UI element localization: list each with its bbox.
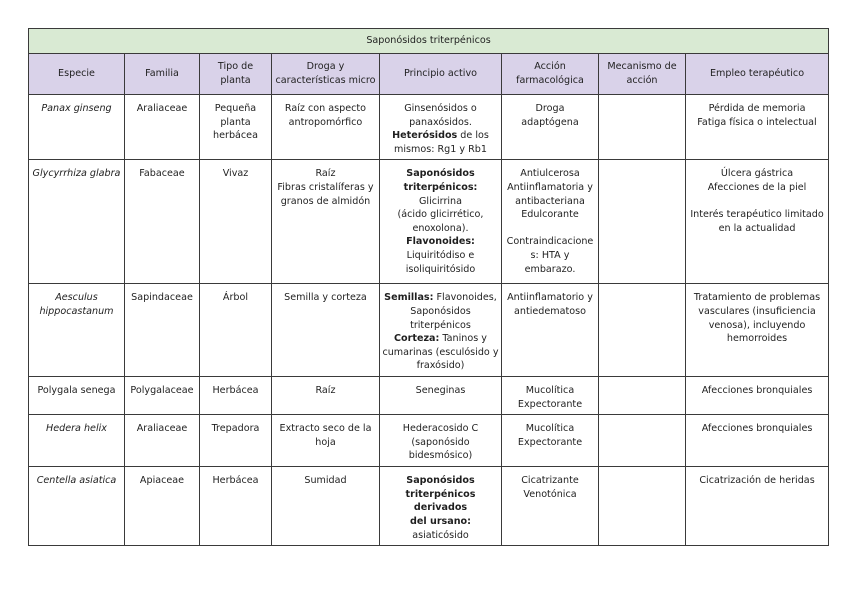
cell-line: [382, 474, 499, 488]
cell-line: Contraindicacione: [506, 236, 594, 248]
header-especie: Especie: [29, 54, 125, 95]
header-droga-line: Droga y: [306, 61, 345, 73]
bold-term: triterpénicos derivados: [405, 488, 476, 514]
cell-line: venosa), incluyendo: [708, 319, 806, 331]
cell-especie: Hedera helix: [29, 415, 125, 467]
table-row: [29, 376, 829, 414]
cell-line: Expectorante: [517, 436, 583, 448]
cell-line: Venotónica: [523, 488, 577, 500]
cell-line: Semilla y corteza: [284, 292, 367, 304]
cell-line: [382, 515, 499, 542]
cell-text: asiaticósido: [412, 529, 469, 541]
cell-line: adaptógena: [521, 116, 579, 128]
header-accion-line: farmacológica: [516, 75, 584, 86]
cell-droga: [272, 160, 380, 284]
header-tipo: [200, 54, 272, 95]
cell-droga: [272, 95, 380, 160]
cell-line: vasculares (insuficiencia: [698, 305, 816, 317]
cell-line: (saponósido: [411, 436, 470, 448]
cell-line: antropomórfico: [288, 116, 363, 128]
cell-line: [382, 235, 499, 249]
cell-line: [382, 129, 499, 143]
cell-line: Afecciones de la piel: [707, 181, 807, 193]
cell-line: Raíz con aspecto: [284, 103, 367, 114]
cell-empleo: [686, 284, 829, 377]
cell-especie: Centella asiatica: [29, 467, 125, 546]
saponosidos-table: [28, 28, 829, 546]
cell-droga: [272, 467, 380, 546]
header-tipo-line: planta: [220, 75, 251, 86]
cell-line: Antiinflamatoria y: [507, 181, 593, 193]
cell-line: granos de almidón: [280, 195, 371, 207]
cell-line: enoxolona).: [412, 222, 469, 234]
cell-tipo: [200, 160, 272, 284]
cell-line: Antiinflamatorio y: [507, 292, 593, 304]
cell-line: s: HTA y: [530, 249, 570, 261]
bold-term: Flavonoides:: [406, 236, 475, 248]
cell-line: cumarinas (esculósido y: [382, 346, 499, 358]
header-accion-line: Acción: [534, 61, 566, 73]
cell-tipo: [200, 95, 272, 160]
cell-tipo: [200, 376, 272, 414]
spacer: [504, 222, 596, 236]
cell-droga: [272, 376, 380, 414]
cell-accion: [502, 467, 599, 546]
cell-principio: [380, 160, 502, 284]
cell-line: Vivaz: [222, 168, 249, 180]
cell-especie: Glycyrrhiza glabra: [29, 160, 125, 284]
cell-accion: [502, 415, 599, 467]
spacer: [688, 195, 826, 209]
cell-familia: Polygalaceae: [125, 376, 200, 414]
cell-line: Liquiritódiso e: [406, 249, 475, 261]
cell-line: Afecciones bronquiales: [701, 384, 813, 396]
cell-line: Saponósidos: [410, 305, 471, 317]
cell-line: Herbácea: [212, 384, 259, 396]
cell-principio: [380, 415, 502, 467]
cell-accion: [502, 376, 599, 414]
header-accion: [502, 54, 599, 95]
cell-line: Pérdida de memoria: [708, 103, 806, 114]
bold-term: triterpénicos:: [403, 181, 478, 193]
cell-line: fraxósido): [416, 360, 465, 372]
cell-empleo: [686, 415, 829, 467]
cell-accion: [502, 160, 599, 284]
cell-text: de los: [457, 130, 489, 142]
cell-especie: [29, 284, 125, 377]
cell-principio: [380, 376, 502, 414]
table-row: [29, 284, 829, 377]
cell-familia: Araliaceae: [125, 415, 200, 467]
header-droga: [272, 54, 380, 95]
bold-term: del ursano:: [409, 515, 471, 527]
cell-especie: Polygala senega: [29, 376, 125, 414]
table-row: [29, 160, 829, 284]
table-row: [29, 95, 829, 160]
header-mecanismo-line: acción: [626, 75, 658, 86]
cell-mecanismo: [599, 415, 686, 467]
cell-mecanismo: [599, 95, 686, 160]
cell-line: Trepadora: [211, 423, 260, 435]
cell-line: Cicatrizante: [521, 475, 579, 487]
header-mecanismo-line: Mecanismo de: [607, 61, 677, 73]
bold-term: Saponósidos: [406, 475, 475, 487]
cell-line: Sumidad: [304, 475, 347, 487]
cell-empleo: [686, 160, 829, 284]
cell-line: Extracto seco de la: [279, 423, 372, 435]
cell-line: [382, 488, 499, 515]
cell-line: Aesculus: [55, 292, 98, 304]
cell-line: Hederacosido C: [402, 423, 479, 435]
cell-line: hemorroides: [726, 333, 788, 345]
header-empleo: Empleo terapéutico: [686, 54, 829, 95]
cell-empleo: [686, 376, 829, 414]
table-title: Saponósidos triterpénicos: [29, 29, 829, 54]
cell-line: herbácea: [213, 130, 258, 142]
bold-term: Semillas:: [384, 292, 434, 304]
cell-line: Mucolítica: [525, 384, 575, 396]
table-row: [29, 467, 829, 546]
cell-text: Flavonoides,: [433, 292, 497, 304]
cell-especie: Panax ginseng: [29, 95, 125, 160]
cell-familia: Sapindaceae: [125, 284, 200, 377]
header-mecanismo: [599, 54, 686, 95]
cell-accion: [502, 284, 599, 377]
cell-line: hippocastanum: [39, 305, 114, 317]
cell-empleo: [686, 467, 829, 546]
cell-line: Cicatrización de heridas: [699, 475, 815, 487]
cell-familia: Fabaceae: [125, 160, 200, 284]
cell-principio: [380, 284, 502, 377]
cell-tipo: [200, 467, 272, 546]
cell-line: Pequeña: [214, 103, 257, 114]
cell-line: mismos: Rg1 y Rb1: [393, 143, 487, 155]
cell-droga: [272, 284, 380, 377]
cell-line: [382, 167, 499, 181]
cell-accion: [502, 95, 599, 160]
header-droga-line: características micro: [275, 75, 376, 86]
header-row: [29, 54, 829, 95]
cell-line: isoliquiritósido: [405, 263, 476, 275]
cell-line: Úlcera gástrica: [720, 168, 794, 180]
cell-line: planta: [220, 116, 251, 128]
cell-line: Herbácea: [212, 475, 259, 487]
bold-term: Saponósidos: [406, 168, 475, 180]
cell-line: Fatiga física o intelectual: [697, 116, 817, 128]
header-familia: Familia: [125, 54, 200, 95]
bold-term: Heterósidos: [392, 130, 458, 142]
cell-line: bidesmósico): [408, 450, 473, 462]
cell-line: Raíz: [315, 168, 336, 180]
cell-line: Edulcorante: [521, 209, 579, 221]
cell-mecanismo: [599, 284, 686, 377]
cell-empleo: [686, 95, 829, 160]
cell-line: antibacteriana: [515, 195, 585, 207]
cell-line: (ácido glicirrético,: [397, 209, 484, 221]
cell-text: Taninos y: [439, 333, 487, 345]
cell-line: [382, 291, 499, 305]
cell-line: Droga: [535, 103, 565, 114]
cell-line: Tratamiento de problemas: [693, 292, 821, 304]
cell-mecanismo: [599, 467, 686, 546]
cell-principio: [380, 95, 502, 160]
cell-text: Glicirrina: [418, 195, 463, 207]
cell-line: antiedematoso: [513, 305, 586, 317]
cell-droga: [272, 415, 380, 467]
table-row: [29, 415, 829, 467]
bold-term: Corteza:: [394, 333, 440, 345]
cell-familia: Araliaceae: [125, 95, 200, 160]
cell-line: panaxósidos.: [409, 116, 472, 128]
cell-line: Interés terapéutico limitado: [690, 209, 824, 221]
cell-line: triterpénicos: [410, 319, 471, 331]
cell-line: hoja: [315, 436, 336, 448]
cell-mecanismo: [599, 160, 686, 284]
cell-tipo: [200, 415, 272, 467]
header-tipo-line: Tipo de: [217, 61, 254, 73]
cell-tipo: [200, 284, 272, 377]
cell-familia: Apiaceae: [125, 467, 200, 546]
cell-line: Afecciones bronquiales: [701, 423, 813, 435]
cell-principio: [380, 467, 502, 546]
cell-line: Mucolítica: [525, 423, 575, 435]
cell-line: embarazo.: [524, 263, 576, 275]
cell-line: [382, 332, 499, 346]
cell-line: Raíz: [315, 384, 336, 396]
header-principio: Principio activo: [380, 54, 502, 95]
cell-line: Antiulcerosa: [520, 168, 580, 180]
cell-line: Expectorante: [517, 398, 583, 410]
cell-line: [382, 181, 499, 208]
cell-line: Árbol: [222, 292, 249, 304]
cell-line: Fibras cristalíferas y: [277, 181, 374, 193]
cell-mecanismo: [599, 376, 686, 414]
cell-line: Seneginas: [415, 384, 466, 396]
cell-line: en la actualidad: [718, 222, 796, 234]
cell-line: Ginsenósidos o: [404, 103, 477, 114]
